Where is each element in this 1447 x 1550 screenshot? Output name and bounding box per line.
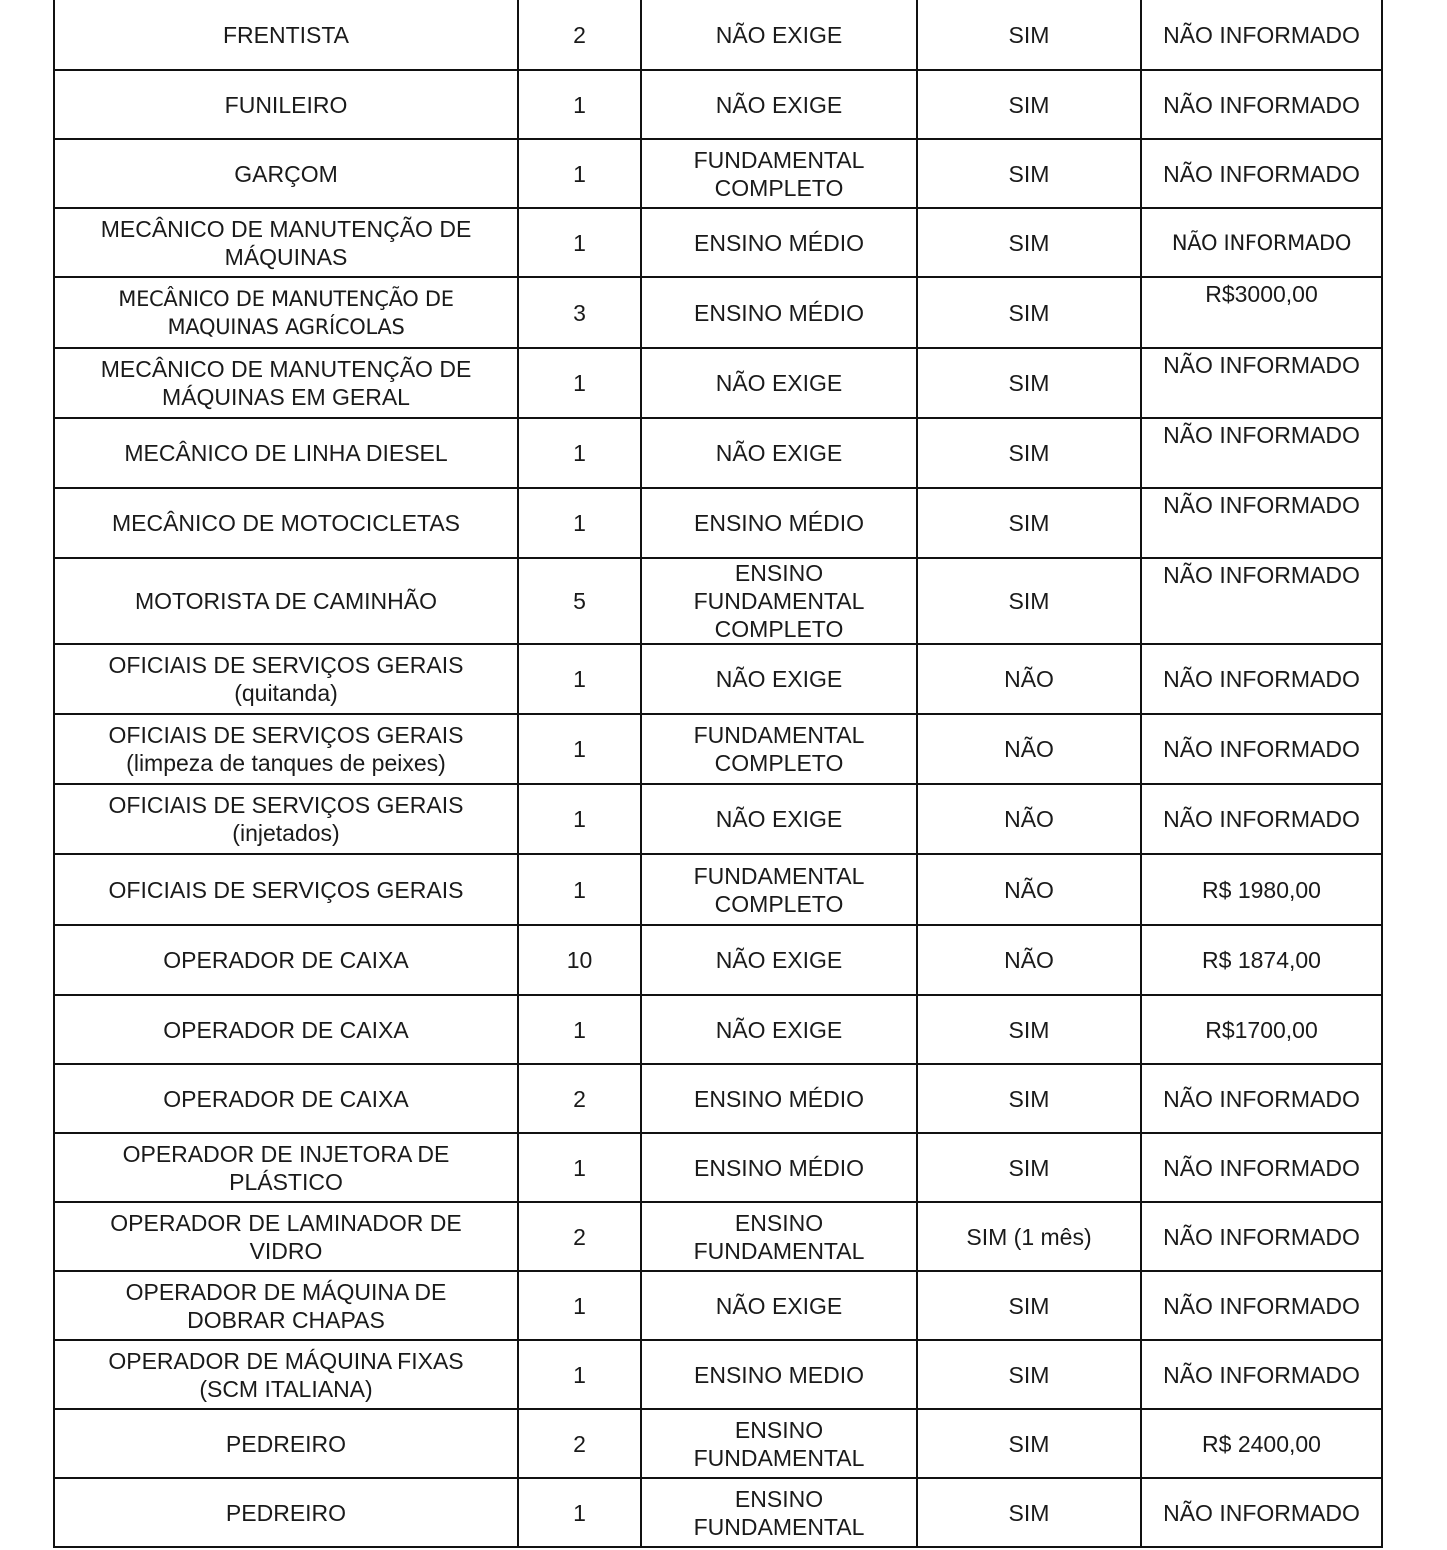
vacancies-cell: 2 (518, 1409, 641, 1478)
vacancies-cell: 1 (518, 784, 641, 854)
table-row (54, 488, 1382, 558)
job-title-cell: OFICIAIS DE SERVIÇOS GERAIS (injetados) (54, 784, 518, 854)
job-title-cell: MOTORISTA DE CAMINHÃO (54, 558, 518, 644)
table-row (54, 784, 1382, 854)
experience-cell: SIM (1 mês) (917, 1202, 1141, 1271)
table-row (54, 925, 1382, 995)
education-cell: FUNDAMENTAL COMPLETO (641, 139, 917, 208)
job-title-cell: GARÇOM (54, 139, 518, 208)
vacancies-cell: 2 (518, 1202, 641, 1271)
education-cell: ENSINO FUNDAMENTAL (641, 1478, 917, 1547)
experience-cell: SIM (917, 1478, 1141, 1547)
salary-cell: R$3000,00 (1141, 277, 1382, 348)
education-cell: ENSINO MÉDIO (641, 277, 917, 348)
table-row (54, 995, 1382, 1064)
experience-cell: SIM (917, 277, 1141, 348)
table-row (54, 1133, 1382, 1202)
table-row (54, 1478, 1382, 1547)
table-row (54, 139, 1382, 208)
salary-cell: NÃO INFORMADO (1141, 1202, 1382, 1271)
vacancies-cell: 1 (518, 1133, 641, 1202)
experience-cell: SIM (917, 139, 1141, 208)
education-cell: FUNDAMENTAL COMPLETO (641, 854, 917, 925)
job-title-cell: MECÂNICO DE MANUTENÇÃO DE MÁQUINAS (54, 208, 518, 277)
vacancies-cell: 1 (518, 1271, 641, 1340)
experience-cell: NÃO (917, 784, 1141, 854)
experience-cell: SIM (917, 70, 1141, 139)
vacancies-cell: 1 (518, 208, 641, 277)
table-row (54, 418, 1382, 488)
salary-cell: NÃO INFORMADO (1141, 348, 1382, 418)
vacancies-cell: 1 (518, 995, 641, 1064)
salary-cell: R$ 1980,00 (1141, 854, 1382, 925)
table-row (54, 277, 1382, 348)
education-cell: NÃO EXIGE (641, 70, 917, 139)
salary-cell: NÃO INFORMADO (1141, 714, 1382, 784)
vacancies-cell: 3 (518, 277, 641, 348)
salary-cell: NÃO INFORMADO (1141, 418, 1382, 488)
vacancies-cell: 2 (518, 1064, 641, 1133)
table-row (54, 854, 1382, 925)
table-row (54, 1409, 1382, 1478)
salary-cell: NÃO INFORMADO (1141, 208, 1382, 277)
job-title-cell: OPERADOR DE LAMINADOR DE VIDRO (54, 1202, 518, 1271)
experience-cell: SIM (917, 488, 1141, 558)
job-title-cell: OPERADOR DE MÁQUINA FIXAS (SCM ITALIANA) (54, 1340, 518, 1409)
experience-cell: SIM (917, 1064, 1141, 1133)
experience-cell: SIM (917, 418, 1141, 488)
salary-cell: NÃO INFORMADO (1141, 644, 1382, 714)
salary-cell: R$ 1874,00 (1141, 925, 1382, 995)
job-title-cell: FUNILEIRO (54, 70, 518, 139)
salary-cell: NÃO INFORMADO (1141, 1064, 1382, 1133)
experience-cell: SIM (917, 1133, 1141, 1202)
vacancies-cell: 1 (518, 348, 641, 418)
education-cell: ENSINO FUNDAMENTAL (641, 1202, 917, 1271)
education-cell: ENSINO MEDIO (641, 1340, 917, 1409)
education-cell: NÃO EXIGE (641, 1271, 917, 1340)
job-title-cell: OPERADOR DE MÁQUINA DE DOBRAR CHAPAS (54, 1271, 518, 1340)
job-title-cell: OFICIAIS DE SERVIÇOS GERAIS (quitanda) (54, 644, 518, 714)
experience-cell: NÃO (917, 714, 1141, 784)
education-cell: ENSINO MÉDIO (641, 208, 917, 277)
table-row (54, 348, 1382, 418)
salary-cell: NÃO INFORMADO (1141, 139, 1382, 208)
experience-cell: NÃO (917, 644, 1141, 714)
job-title-cell: MECÂNICO DE MANUTENÇÃO DE MÁQUINAS EM GERAL (54, 348, 518, 418)
education-cell: FUNDAMENTAL COMPLETO (641, 714, 917, 784)
table-row (54, 644, 1382, 714)
job-title-cell: OPERADOR DE CAIXA (54, 925, 518, 995)
job-title-cell: OFICIAIS DE SERVIÇOS GERAIS (54, 854, 518, 925)
table-row (54, 208, 1382, 277)
salary-cell: NÃO INFORMADO (1141, 1478, 1382, 1547)
job-title-cell: OPERADOR DE CAIXA (54, 1064, 518, 1133)
table-row (54, 0, 1382, 70)
experience-cell: SIM (917, 0, 1141, 70)
job-title-cell: OFICIAIS DE SERVIÇOS GERAIS (limpeza de tanques de peixes) (54, 714, 518, 784)
education-cell: ENSINO MÉDIO (641, 488, 917, 558)
job-title-cell: MECÂNICO DE MANUTENÇÃO DE MAQUINAS AGRÍCOLAS (54, 277, 518, 348)
job-title-cell: MECÂNICO DE MOTOCICLETAS (54, 488, 518, 558)
experience-cell: SIM (917, 1340, 1141, 1409)
job-title-cell: OPERADOR DE INJETORA DE PLÁSTICO (54, 1133, 518, 1202)
vacancies-cell: 1 (518, 714, 641, 784)
education-cell: NÃO EXIGE (641, 995, 917, 1064)
salary-cell: NÃO INFORMADO (1141, 0, 1382, 70)
education-cell: ENSINO FUNDAMENTAL (641, 1409, 917, 1478)
salary-cell: R$ 2400,00 (1141, 1409, 1382, 1478)
vacancies-cell: 1 (518, 1478, 641, 1547)
education-cell: ENSINO MÉDIO (641, 1133, 917, 1202)
education-cell: NÃO EXIGE (641, 348, 917, 418)
salary-cell: R$1700,00 (1141, 995, 1382, 1064)
table-body (54, 0, 1382, 1547)
education-cell: NÃO EXIGE (641, 784, 917, 854)
table-row (54, 1202, 1382, 1271)
job-title-cell: PEDREIRO (54, 1409, 518, 1478)
vacancies-cell: 5 (518, 558, 641, 644)
salary-cell: NÃO INFORMADO (1141, 1133, 1382, 1202)
vacancies-cell: 1 (518, 488, 641, 558)
table-row (54, 714, 1382, 784)
salary-cell: NÃO INFORMADO (1141, 1271, 1382, 1340)
vacancies-cell: 1 (518, 854, 641, 925)
vacancies-cell: 10 (518, 925, 641, 995)
salary-cell: NÃO INFORMADO (1141, 488, 1382, 558)
job-title-cell: OPERADOR DE CAIXA (54, 995, 518, 1064)
experience-cell: NÃO (917, 925, 1141, 995)
education-cell: ENSINO FUNDAMENTAL COMPLETO (641, 558, 917, 644)
vacancies-cell: 1 (518, 1340, 641, 1409)
vacancies-cell: 2 (518, 0, 641, 70)
vacancies-cell: 1 (518, 418, 641, 488)
salary-cell: NÃO INFORMADO (1141, 1340, 1382, 1409)
job-title-cell: FRENTISTA (54, 0, 518, 70)
salary-cell: NÃO INFORMADO (1141, 558, 1382, 644)
education-cell: NÃO EXIGE (641, 418, 917, 488)
education-cell: NÃO EXIGE (641, 925, 917, 995)
table-row (54, 558, 1382, 644)
vacancies-cell: 1 (518, 70, 641, 139)
table-row (54, 1340, 1382, 1409)
experience-cell: SIM (917, 208, 1141, 277)
experience-cell: SIM (917, 348, 1141, 418)
vacancies-cell: 1 (518, 139, 641, 208)
experience-cell: SIM (917, 995, 1141, 1064)
salary-cell: NÃO INFORMADO (1141, 70, 1382, 139)
job-title-cell: MECÂNICO DE LINHA DIESEL (54, 418, 518, 488)
job-title-cell: PEDREIRO (54, 1478, 518, 1547)
experience-cell: SIM (917, 1409, 1141, 1478)
table-row (54, 1064, 1382, 1133)
job-vacancies-table (53, 0, 1383, 1548)
experience-cell: SIM (917, 1271, 1141, 1340)
experience-cell: SIM (917, 558, 1141, 644)
table-row (54, 1271, 1382, 1340)
salary-cell: NÃO INFORMADO (1141, 784, 1382, 854)
education-cell: ENSINO MÉDIO (641, 1064, 917, 1133)
vacancies-cell: 1 (518, 644, 641, 714)
education-cell: NÃO EXIGE (641, 0, 917, 70)
education-cell: NÃO EXIGE (641, 644, 917, 714)
experience-cell: NÃO (917, 854, 1141, 925)
table-row (54, 70, 1382, 139)
